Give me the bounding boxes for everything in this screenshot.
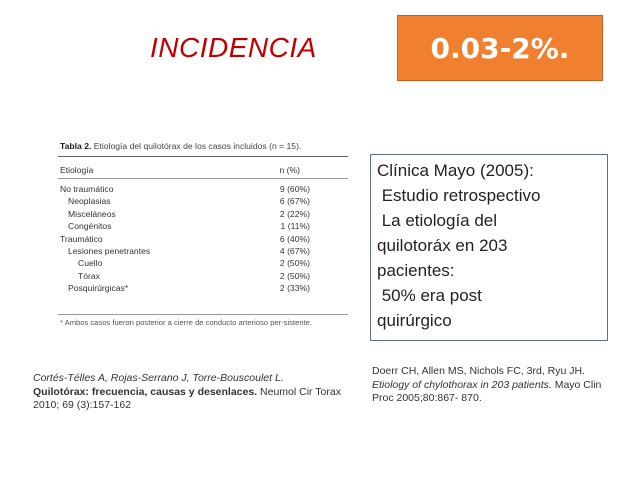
description-line: quirúrgico [377,311,452,330]
table-row [60,184,346,194]
table-row [60,234,346,244]
description-line: 50% era post [377,286,482,305]
table-cell-count: 4 (67%) [279,246,310,256]
table-row [60,246,346,256]
reference-right-authors: Doerr CH, Allen MS, Nichols FC, 3rd, Ryu JH. [372,365,585,377]
table-cell-etiology: Tórax [78,270,100,281]
reference-right-title: Etiology of chylothorax in 203 patients. [372,378,552,391]
table-row [60,283,346,293]
study-description-box [370,154,608,341]
reference-left-authors: Cortés-Télles A, Rojas-Serrano J, Torre-Bouscoulet L. [33,372,284,384]
table-cell-etiology: Traumático [60,233,103,244]
table-cell-count: 2 (50%) [279,270,310,281]
table-caption [60,141,301,151]
table-top-rule [58,156,348,157]
table-cell-count: 2 (22%) [279,208,310,219]
reference-right-journal: Mayo Clin Proc 2005;80:867- 870. [372,378,602,404]
incidence-rate-value: 0.03-2%. [430,31,570,65]
description-line: pacientes: [377,261,455,280]
table-bottom-rule [58,314,348,315]
reference-right [372,365,612,406]
table-cell-etiology: Neoplasias [68,196,111,207]
table-cell-etiology: Cuello [78,258,103,269]
etiology-table [58,138,348,336]
table-footnote: * Ambos casos fueron posterior a cierre de conducto arterioso per-sistente. [60,318,312,327]
table-cell-count: 2 (50%) [279,258,310,269]
table-row [60,209,346,219]
table-cell-count: 1 (11%) [280,221,310,232]
table-caption-label: Tabla 2. [60,141,92,151]
reference-left [33,372,353,413]
table-cell-etiology: No traumático [60,184,114,194]
description-line: La etiología del [377,211,498,230]
description-line: Estudio retrospectivo [377,186,541,205]
table-cell-count: 6 (40%) [279,233,310,244]
table-caption-text: Etiología del quilotórax de los casos incluidos (n = 15). [93,141,302,151]
description-line: Clínica Mayo (2005): [377,161,534,180]
table-cell-count: 2 (33%) [279,283,310,294]
reference-left-title: Quilotórax: frecuencia, causas y desenlaces. [33,385,258,398]
column-header-n: n (%) [279,165,300,175]
table-row [60,221,346,231]
table-cell-etiology: Misceláneos [68,208,116,219]
table-cell-etiology: Posquirúrgicas* [68,283,129,294]
table-cell-etiology: Congénitos [68,221,112,232]
table-header-rule [58,178,348,179]
description-line: quilotoráx en 203 [377,236,508,255]
table-row [60,258,346,268]
table-row [60,271,346,281]
slide-title: INCIDENCIA [150,32,317,63]
reference-left-journal: Neumol Cir Torax 2010; 69 (3):157-162 [33,385,341,411]
table-cell-count: 9 (60%) [279,184,310,194]
incidence-rate-box [397,15,603,81]
table-cell-etiology: Lesiones penetrantes [68,246,151,256]
table-cell-count: 6 (67%) [279,196,310,207]
table-row [60,196,346,206]
column-header-etiologia: Etiología [60,165,94,175]
